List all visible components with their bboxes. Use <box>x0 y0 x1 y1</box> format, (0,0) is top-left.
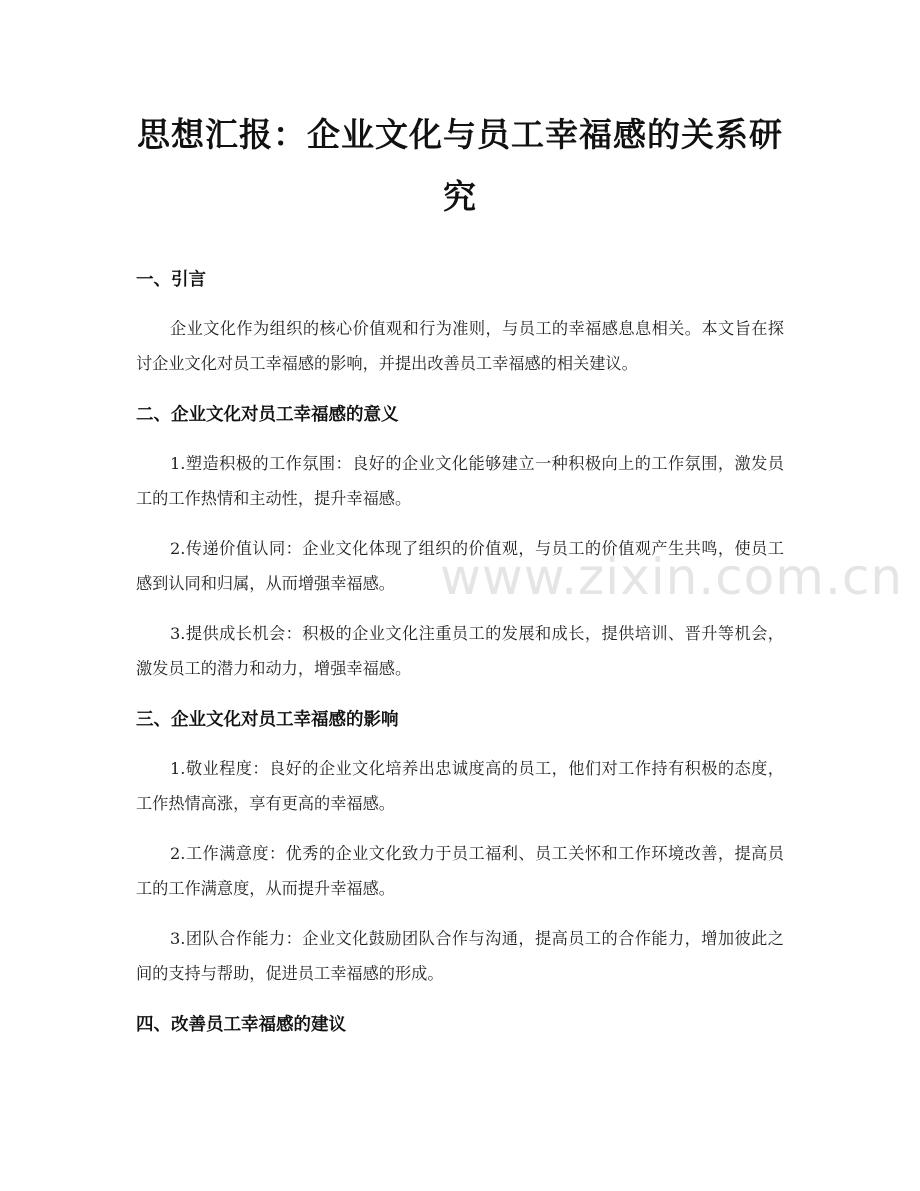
watermark-text: www.zixin.com.cn <box>440 548 904 606</box>
section-heading-significance: 二、企业文化对员工幸福感的意义 <box>136 405 399 425</box>
list-item-paragraph: 3.提供成长机会：积极的企业文化注重员工的发展和成长，提供培训、晋升等机会，激发员工的潜力和动力，增强幸福感。 <box>136 624 784 678</box>
list-item-paragraph: 1.敬业程度：良好的企业文化培养出忠诚度高的员工，他们对工作持有积极的态度，工作热情高涨，享有更高的幸福感。 <box>136 759 784 813</box>
document-title: 思想汇报：企业文化与员工幸福感的关系研究 <box>137 115 783 216</box>
section-heading-introduction: 一、引言 <box>136 270 206 290</box>
section-heading-suggestions: 四、改善员工幸福感的建议 <box>136 1015 346 1035</box>
section-heading-impact: 三、企业文化对员工幸福感的影响 <box>136 710 399 730</box>
paragraph: 企业文化作为组织的核心价值观和行为准则，与员工的幸福感息息相关。本文旨在探讨企业文化对员工幸福感的影响，并提出改善员工幸福感的相关建议。 <box>136 319 784 373</box>
list-item-paragraph: 2.工作满意度：优秀的企业文化致力于员工福利、员工关怀和工作环境改善，提高员工的工作满意度，从而提升幸福感。 <box>136 844 784 898</box>
list-item-paragraph: 2.传递价值认同：企业文化体现了组织的价值观，与员工的价值观产生共鸣，使员工感到认同和归属，从而增强幸福感。 <box>136 539 784 593</box>
list-item-paragraph: 3.团队合作能力：企业文化鼓励团队合作与沟通，提高员工的合作能力，增加彼此之间的支持与帮助，促进员工幸福感的形成。 <box>136 929 784 983</box>
list-item-paragraph: 1.塑造积极的工作氛围：良好的企业文化能够建立一种积极向上的工作氛围，激发员工的工作热情和主动性，提升幸福感。 <box>136 454 784 508</box>
